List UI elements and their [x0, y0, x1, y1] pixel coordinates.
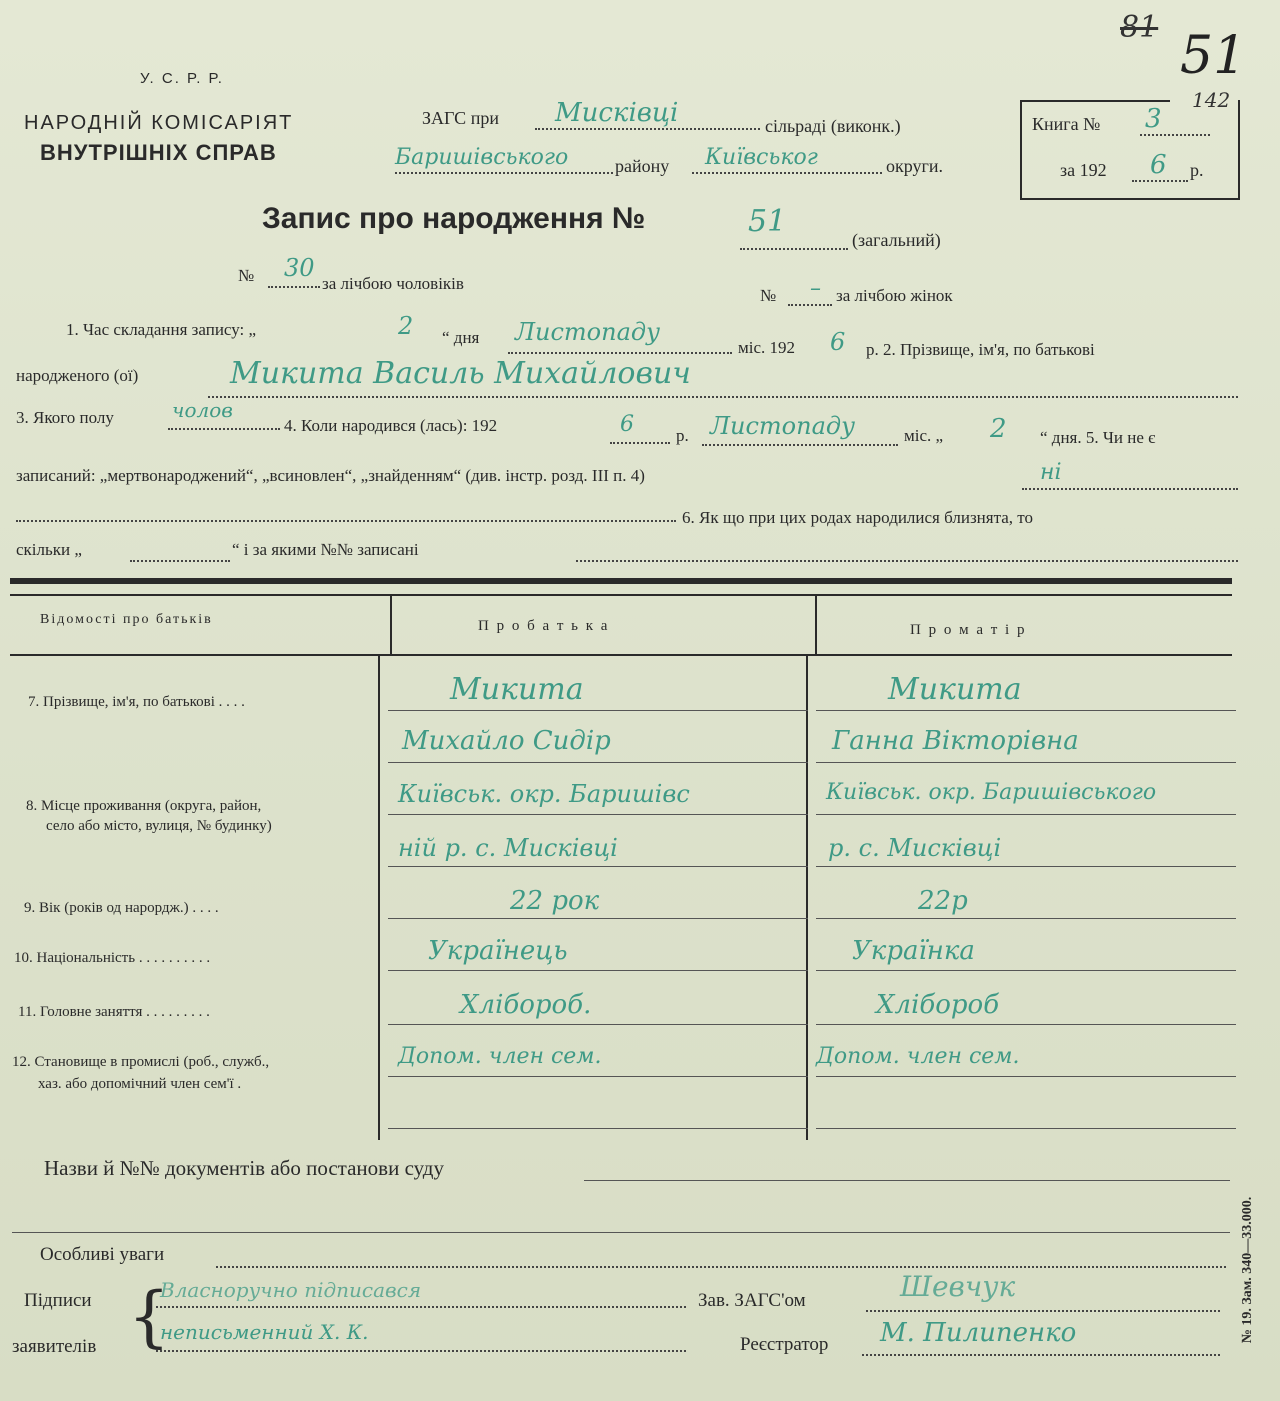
- mother-nationality: Українка: [852, 936, 975, 966]
- table-col2-header: П р о б а т ь к а: [478, 618, 610, 634]
- ussr-label: У. С. Р. Р.: [140, 70, 224, 87]
- row11-label: 11. Головне заняття . . . . . . . . .: [18, 1004, 210, 1020]
- book-value: 3: [1145, 104, 1162, 134]
- father-line-3: [388, 814, 808, 815]
- silradi-label: сільраді (виконк.): [765, 116, 901, 136]
- okrug-label: округи.: [886, 156, 944, 176]
- line2-a: народженого (ої): [16, 366, 139, 385]
- notes-dots: [216, 1266, 1226, 1268]
- corner-big-number: 51: [1180, 26, 1247, 86]
- registrar-dots: [862, 1354, 1220, 1356]
- registrar-signature: М. Пилипенко: [880, 1318, 1077, 1348]
- book-box-left: [1020, 100, 1022, 200]
- record-title: Запис про народження №: [262, 202, 646, 235]
- registrar-label: Реєстратор: [740, 1334, 829, 1355]
- father-line-1: [388, 710, 808, 711]
- head-label: Зав. ЗАГС'ом: [698, 1290, 806, 1311]
- line3-month: Листопаду: [710, 412, 856, 440]
- women-count-prefix: №: [760, 286, 777, 305]
- father-name: Михайло Сидір: [402, 726, 611, 756]
- father-line-8: [388, 1076, 808, 1077]
- line3-sex: чолов: [172, 398, 233, 422]
- line6-count-dots: [130, 560, 230, 562]
- father-place-1: Київськ. окр. Баришівс: [398, 780, 690, 808]
- book-box-right: [1238, 100, 1240, 200]
- signatures-label-1: Підписи: [24, 1290, 92, 1311]
- mother-place-1: Київськ. окр. Баришівського: [826, 780, 1157, 805]
- line1-a: 1. Час складання запису: „: [66, 320, 257, 339]
- row10-label: 10. Національність . . . . . . . . . .: [14, 950, 211, 966]
- men-count-dots: [268, 286, 320, 288]
- men-count-value: 30: [284, 254, 315, 282]
- line4-dots: [1022, 488, 1238, 490]
- okrug-dots: [692, 172, 882, 174]
- signatures-label-2: заявителів: [12, 1336, 97, 1357]
- line3-year: 6: [620, 412, 634, 437]
- table-col3-header: П р о м а т і р: [910, 622, 1027, 638]
- men-count-label: за лічбою чоловіків: [322, 274, 464, 293]
- mother-line-8: [816, 1076, 1236, 1077]
- signature-dots-1: [156, 1306, 686, 1308]
- father-place-2: ній р. с. Мисківці: [398, 834, 618, 862]
- line1-month-dots: [508, 352, 732, 354]
- line3-a: 3. Якого полу: [16, 408, 114, 427]
- side-print-number: № 19. Зам. 340—33.000.: [1240, 1196, 1255, 1344]
- line4-a: записаний: „мертвонароджений“, „всиновлен“, „знайденням“ (див. інстр. розд. III п. 4): [16, 466, 645, 485]
- record-number-dots: [740, 248, 848, 250]
- mother-name: Ганна Вікторівна: [832, 726, 1079, 756]
- line3-e: “ дня. 5. Чи не є: [1040, 428, 1156, 447]
- father-line-9: [388, 1128, 808, 1129]
- line3-sex-dots: [168, 428, 280, 430]
- father-nationality: Українець: [428, 936, 568, 966]
- father-line-7: [388, 1024, 808, 1025]
- line1-day: 2: [398, 312, 414, 340]
- ministry-line1: НАРОДНІЙ КОМІСАРІЯТ: [24, 112, 294, 134]
- line2-dots: [208, 396, 1238, 398]
- line3-month-dots: [702, 444, 898, 446]
- mother-line-7: [816, 1024, 1236, 1025]
- district-value: Баришівського: [395, 145, 569, 170]
- signature-text-1: Власноручно підписався: [160, 1278, 422, 1302]
- zags-value: Мисківці: [555, 98, 679, 128]
- line5-dots: [16, 520, 676, 522]
- mother-line-3: [816, 814, 1236, 815]
- head-signature: Шевчук: [900, 1270, 1016, 1303]
- book-label: Книга №: [1032, 114, 1101, 134]
- record-general: (загальний): [852, 230, 941, 250]
- table-col-divider-2: [815, 596, 817, 656]
- mother-place-2: р. с. Мисківці: [828, 834, 1002, 862]
- father-age: 22 рок: [510, 886, 600, 916]
- book-box-bottom: [1020, 198, 1240, 200]
- zags-dots: [535, 128, 760, 130]
- corner-page-number: 142: [1192, 88, 1231, 112]
- documents-line-2: [12, 1232, 1230, 1233]
- signature-dots-2: [156, 1350, 686, 1352]
- line6-b: “ і за якими №№ записані: [232, 540, 419, 559]
- signatures-brace: {: [128, 1278, 170, 1355]
- line1-year: 6: [830, 328, 846, 356]
- notes-label: Особливі уваги: [40, 1244, 165, 1265]
- table-header-bottom: [10, 654, 1232, 656]
- row8-label-a: 8. Місце проживання (округа, район,: [26, 798, 262, 814]
- okrug-value: Київськог: [705, 145, 818, 170]
- mother-line-4: [816, 866, 1236, 867]
- mother-line-5: [816, 918, 1236, 919]
- father-surname: Микита: [450, 672, 584, 707]
- table-top-rule-thin: [10, 594, 1232, 596]
- father-occupation: Хлібороб.: [460, 990, 592, 1020]
- line1-month: Листопаду: [515, 318, 661, 346]
- row12-label-b: хаз. або допомічний член сем'ї .: [38, 1076, 242, 1092]
- table-body-divider-1: [378, 656, 380, 1140]
- line1-b: “ дня: [442, 328, 480, 347]
- women-count-dots: [788, 304, 832, 306]
- father-line-2: [388, 762, 808, 763]
- table-col-divider-1: [390, 596, 392, 656]
- line5-a: 6. Як що при цих родах народилися близнята, то: [682, 508, 1033, 527]
- father-status: Допом. член сем.: [398, 1044, 602, 1069]
- line3-year-dots: [610, 442, 670, 444]
- line4-value: ні: [1040, 460, 1062, 485]
- row8-label-b: село або місто, вулиця, № будинку): [46, 818, 272, 834]
- table-top-rule-thick: [10, 578, 1232, 584]
- mother-line-6: [816, 970, 1236, 971]
- zags-label: ЗАГС при: [422, 108, 499, 128]
- mother-age: 22р: [918, 886, 968, 916]
- line1-d: р. 2. Прізвище, ім'я, по батькові: [866, 340, 1095, 359]
- corner-number: 81: [1120, 10, 1159, 45]
- mother-surname: Микита: [888, 672, 1022, 707]
- line2-name: Микита Василь Михайлович: [230, 356, 691, 391]
- district-dots: [395, 172, 613, 174]
- line3-day: 2: [990, 414, 1007, 444]
- mother-status: Допом. член сем.: [816, 1044, 1020, 1069]
- row7-label: 7. Прізвище, ім'я, по батькові . . . .: [28, 694, 245, 710]
- book-year-prefix: за 192: [1060, 160, 1107, 180]
- book-year-dots: [1132, 180, 1188, 182]
- line3-d: міс. „: [904, 426, 944, 445]
- ministry-line2: ВНУТРІШНІХ СПРАВ: [40, 140, 277, 165]
- book-dots: [1140, 134, 1210, 136]
- line1-c: міс. 192: [738, 338, 796, 357]
- record-number: 51: [748, 204, 787, 239]
- men-count-prefix: №: [238, 266, 255, 285]
- signature-text-2: неписьменний Х. К.: [160, 1320, 369, 1344]
- line3-c: р.: [676, 426, 689, 445]
- line6-a: скільки „: [16, 540, 82, 559]
- women-count-label: за лічбою жінок: [836, 286, 953, 305]
- mother-line-9: [816, 1128, 1236, 1129]
- head-dots: [866, 1310, 1220, 1312]
- table-body-divider-2: [806, 656, 808, 1140]
- line6-dots: [576, 560, 1238, 562]
- documents-line: [584, 1180, 1230, 1181]
- row12-label-a: 12. Становище в промислі (роб., служб.,: [12, 1054, 270, 1070]
- mother-occupation: Хлібороб: [876, 990, 1000, 1020]
- women-count-value: –: [810, 276, 821, 301]
- father-line-6: [388, 970, 808, 971]
- father-line-4: [388, 866, 808, 867]
- book-year-suffix: р.: [1190, 160, 1204, 180]
- row9-label: 9. Вік (років од нарордж.) . . . .: [24, 900, 219, 916]
- father-line-5: [388, 918, 808, 919]
- table-col1-header: Відомості про батьків: [40, 612, 213, 627]
- book-year-value: 6: [1150, 150, 1167, 180]
- district-label: району: [615, 156, 670, 176]
- book-box-top: [1020, 100, 1170, 102]
- documents-label: Назви й №№ документів або постанови суду: [44, 1156, 444, 1180]
- mother-line-2: [816, 762, 1236, 763]
- mother-line-1: [816, 710, 1236, 711]
- line3-b: 4. Коли народився (лась): 192: [284, 416, 498, 435]
